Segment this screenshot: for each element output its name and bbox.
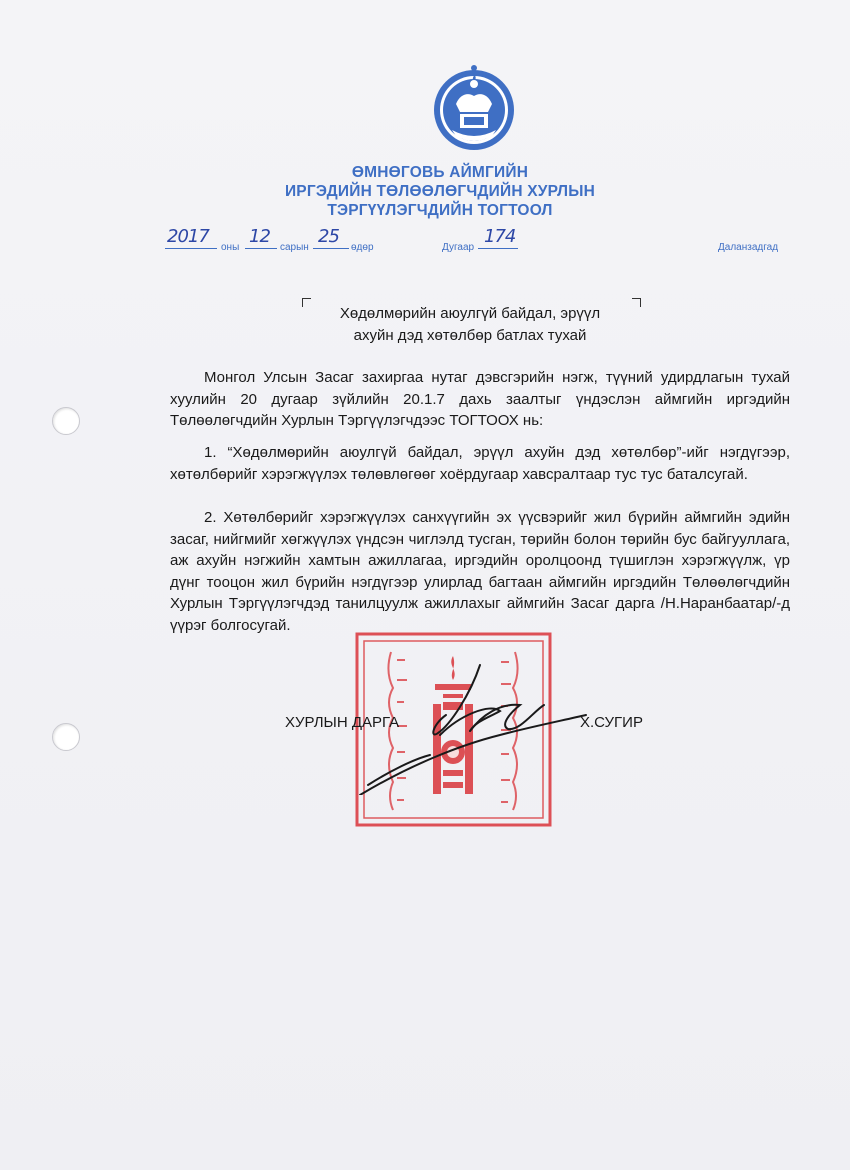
header-line-3: ТЭРГҮҮЛЭГЧДИЙН ТОГТООЛ <box>327 202 553 219</box>
date-day: 25 <box>318 226 339 247</box>
header-line-2: ИРГЭДИЙН ТӨЛӨӨЛӨГЧДИЙН ХУРЛЫН <box>284 183 596 200</box>
signature-name: Х.СУГИР <box>580 714 643 731</box>
place-field: Даланзадгад <box>718 242 779 253</box>
title-line-1: Хөдөлмөрийн аюулгүй байдал, эрүүл <box>339 305 601 322</box>
punch-hole-top <box>52 407 80 435</box>
document-header <box>250 163 630 220</box>
document-number: 174 <box>484 226 516 247</box>
date-year-label: оны <box>221 242 240 253</box>
number-label: Дугаар <box>442 242 475 253</box>
number-field <box>442 226 542 258</box>
title-line-2: ахуйн дэд хөтөлбөр батлах тухай <box>353 327 587 344</box>
document-title <box>305 303 635 347</box>
date-field <box>165 226 395 258</box>
date-month-label: сарын <box>280 242 309 253</box>
date-year: 2017 <box>167 226 209 247</box>
paragraph-item-1: 1. “Хөдөлмөрийн аюулгүй байдал, эрүүл ахуйн дэд хөтөлбөр”-ийг нэгдүгээр, хөтөлбөрийг хэрэгжүүлэх төлөвлөгөөг хоёрдугаар хавсралтаар тус тус баталсугай. <box>170 444 790 483</box>
handwritten-signature-icon <box>350 655 590 795</box>
state-emblem-icon <box>430 60 518 156</box>
date-day-label: өдөр <box>351 242 374 253</box>
paragraph-item-2: 2. Хөтөлбөрийг хэрэгжүүлэх санхүүгийн эх үүсвэрийг жил бүрийн аймгийн эдийн засаг, нийгмийг хөгжүүлэх үндсэн чиглэлд тусган, төрийн болон төрийн бус байгууллага, аж ахуйн нэгжийн хамтын ажиллагаа, иргэдийн оролцоонд түшиглэн хэрэгжүүлж, үр дүнг тооцон жил бүрийн нэгдүгээр улирлад багтаан аймгийн иргэдийн Төлөөлөгчдийн Хурлын Тэргүүлэгчдэд танилцуулж ажиллахыг аймгийн Засаг дарга /Н.Наранбаатар/-д үүрэг болгосугай. <box>170 509 790 634</box>
date-month: 12 <box>249 226 270 247</box>
signature-position: ХУРЛЫН ДАРГА <box>285 714 400 731</box>
paragraph-intro: Монгол Улсын Засаг захиргаа нутаг дэвсгэрийн нэгж, түүний удирдлагын тухай хуулийн 20 дугаар зүйлийн 20.1.7 дахь заалтыг үндэслэн аймгийн иргэдийн Төлөөлөгчдийн Хурлын Тэргүүлэгчдээс ТОГТООХ нь: <box>170 369 790 429</box>
punch-hole-bottom <box>52 723 80 751</box>
header-line-1: ӨМНӨГОВЬ АЙМГИЙН <box>351 164 529 181</box>
